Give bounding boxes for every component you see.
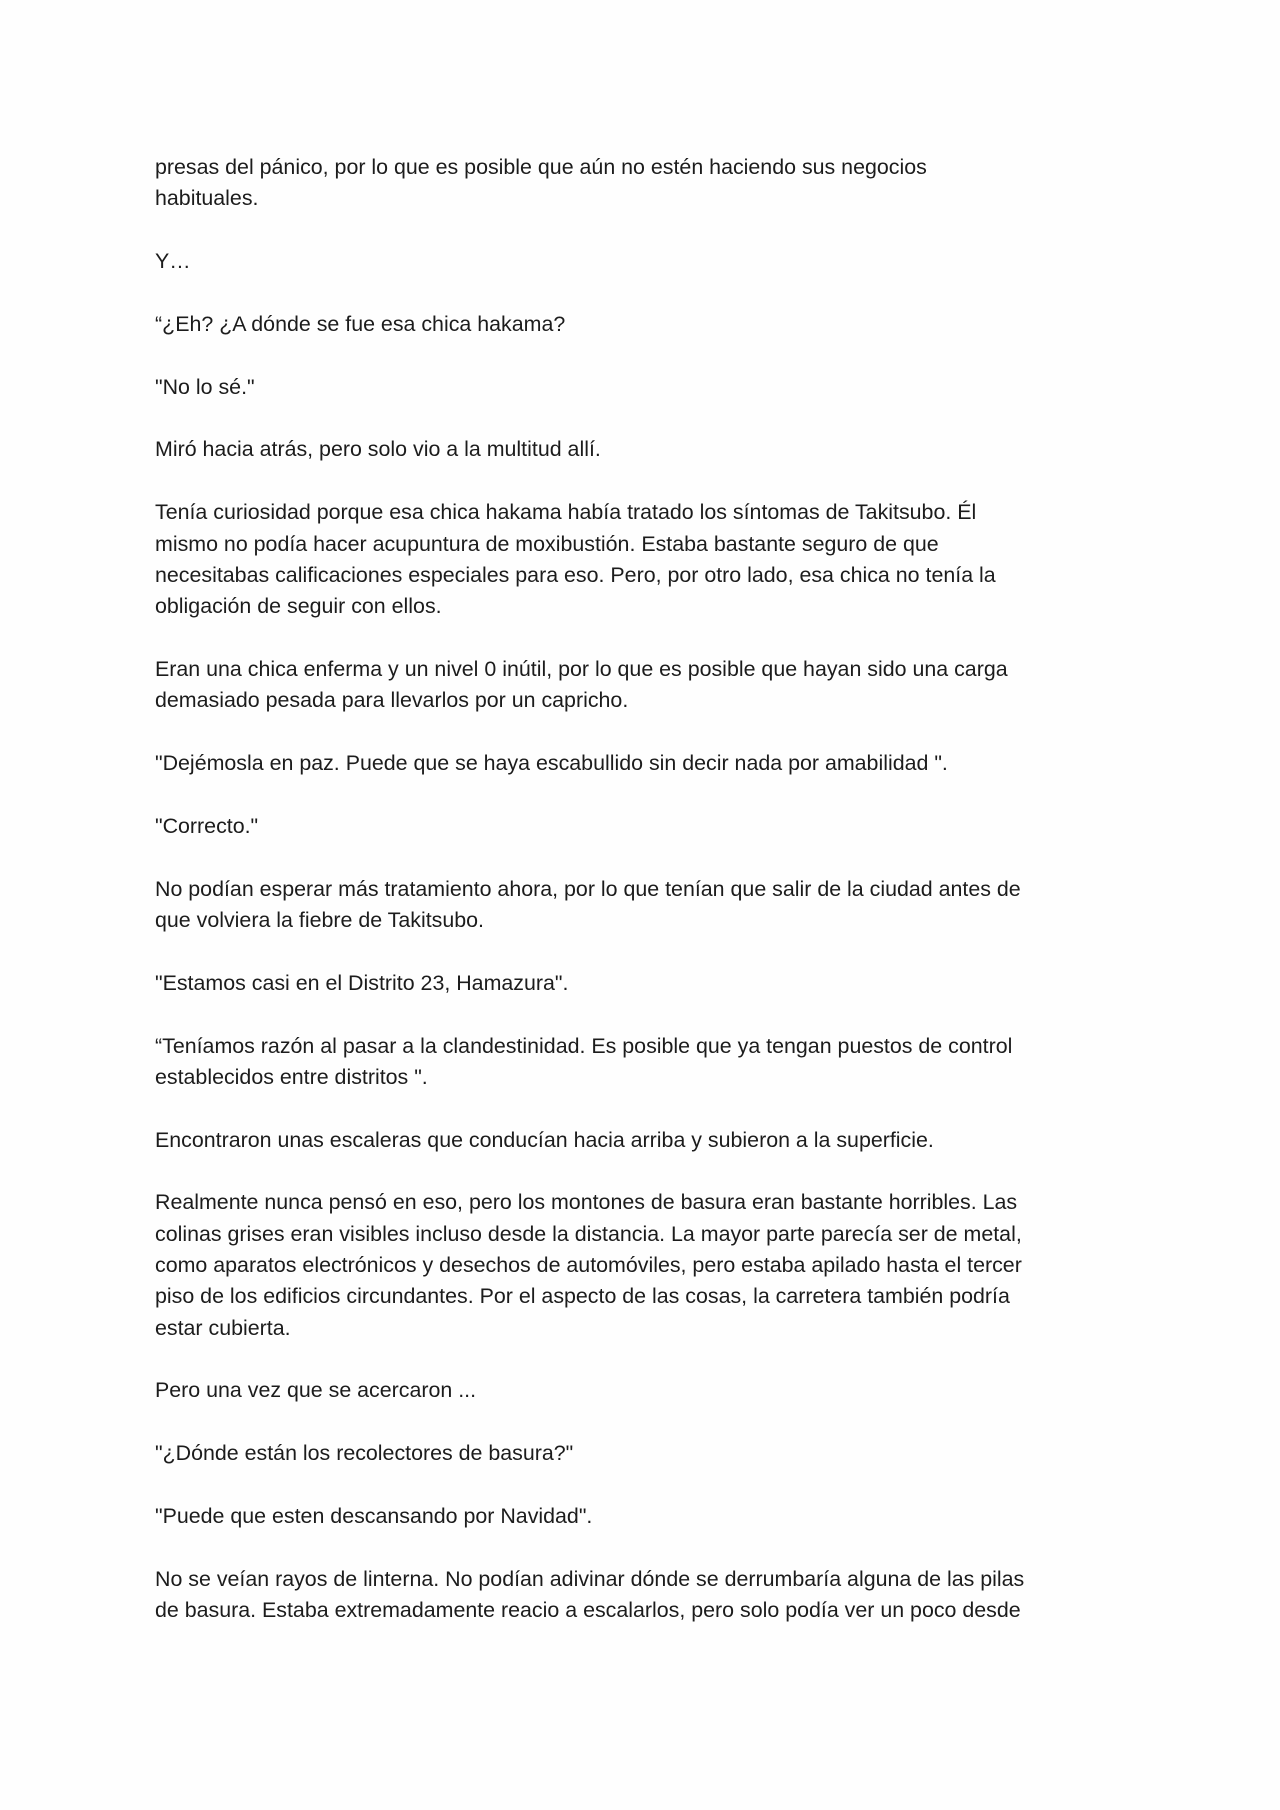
text-line: “Teníamos razón al pasar a la clandestinidad. Es posible que ya tengan puestos de control: [155, 1033, 1013, 1058]
paragraph: [155, 1501, 1155, 1532]
text-line: de basura. Estaba extremadamente reacio a escalarlos, pero solo podía ver un poco desde: [155, 1598, 1021, 1623]
text-line: No se veían rayos de linterna. No podían adivinar dónde se derrumbaría alguna de las pilas: [155, 1566, 1025, 1591]
paragraph: [155, 372, 1155, 403]
text-line: "¿Dónde están los recolectores de basura?": [155, 1441, 574, 1466]
paragraph: [155, 1125, 1155, 1156]
paragraph: [155, 152, 1155, 215]
text-line: obligación de seguir con ellos.: [155, 594, 442, 619]
paragraph: [155, 1375, 1155, 1406]
text-line: "Estamos casi en el Distrito 23, Hamazura".: [155, 970, 569, 995]
paragraph: [155, 434, 1155, 465]
text-line: Encontraron unas escaleras que conducían hacia arriba y subieron a la superficie.: [155, 1127, 934, 1152]
paragraph: [155, 811, 1155, 842]
text-line: piso de los edificios circundantes. Por el aspecto de las cosas, la carretera también podría: [155, 1284, 1010, 1309]
paragraph: [155, 1438, 1155, 1469]
text-line: necesitabas calificaciones especiales para eso. Pero, por otro lado, esa chica no tenía la: [155, 562, 996, 587]
text-line: habituales.: [155, 186, 259, 211]
paragraph: [155, 1031, 1155, 1094]
text-line: Eran una chica enferma y un nivel 0 inútil, por lo que es posible que hayan sido una carga: [155, 656, 1008, 681]
text-line: “¿Eh? ¿A dónde se fue esa chica hakama?: [155, 311, 566, 336]
document-page: [155, 152, 1155, 1658]
text-line: presas del pánico, por lo que es posible que aún no estén haciendo sus negocios: [155, 155, 927, 179]
text-line: Miró hacia atrás, pero solo vio a la multitud allí.: [155, 437, 601, 462]
text-line: Pero una vez que se acercaron ...: [155, 1378, 477, 1403]
paragraph: [155, 1564, 1155, 1627]
text-line: establecidos entre distritos ".: [155, 1064, 428, 1089]
text-line: "Correcto.": [155, 813, 259, 838]
text-line: colinas grises eran visibles incluso desde la distancia. La mayor parte parecía ser de metal,: [155, 1221, 1022, 1246]
paragraph: [155, 309, 1155, 340]
text-line: estar cubierta.: [155, 1315, 291, 1340]
text-line: como aparatos electrónicos y desechos de automóviles, pero estaba apilado hasta el tercer: [155, 1253, 1022, 1278]
text-line: mismo no podía hacer acupuntura de moxibustión. Estaba bastante seguro de que: [155, 531, 939, 556]
text-line: Tenía curiosidad porque esa chica hakama había tratado los síntomas de Takitsubo. Él: [155, 500, 977, 525]
text-line: demasiado pesada para llevarlos por un capricho.: [155, 688, 629, 713]
text-line: "No lo sé.": [155, 374, 255, 399]
paragraph: [155, 748, 1155, 779]
text-line: Y…: [155, 249, 191, 274]
paragraph: [155, 1187, 1155, 1343]
paragraph: [155, 246, 1155, 277]
text-line: Realmente nunca pensó en eso, pero los montones de basura eran bastante horribles. Las: [155, 1190, 1018, 1215]
paragraph: [155, 654, 1155, 717]
paragraph: [155, 968, 1155, 999]
paragraph: [155, 497, 1155, 622]
paragraph: [155, 874, 1155, 937]
text-line: "Dejémosla en paz. Puede que se haya escabullido sin decir nada por amabilidad ".: [155, 751, 948, 776]
text-line: "Puede que esten descansando por Navidad".: [155, 1504, 593, 1529]
text-line: No podían esperar más tratamiento ahora, por lo que tenían que salir de la ciudad antes de: [155, 876, 1021, 901]
text-line: que volviera la fiebre de Takitsubo.: [155, 907, 484, 932]
